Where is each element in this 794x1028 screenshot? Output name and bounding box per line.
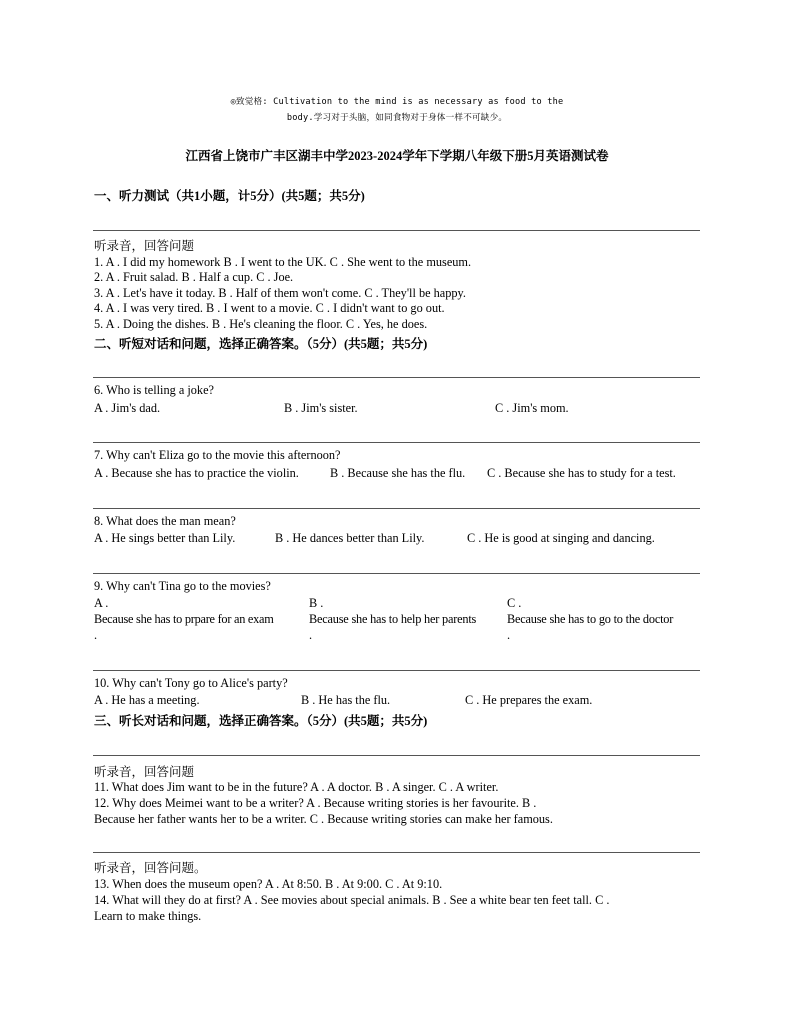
question-6-stem: 6. Who is telling a joke? [94,383,214,397]
divider [93,508,700,509]
section-1-prompt: 听录音，回答问题 [94,238,195,253]
question-9-option-c-end: . [507,628,511,642]
section-2-heading: 二、听短对话和问题，选择正确答案。（5分）(共5题；共5分) [94,337,428,351]
question-9-option-c-label: C . [507,596,522,610]
question-7-option-c: C . Because she has to study for a test. [487,466,676,480]
divider [93,573,700,574]
section-3-prompt-1: 听录音，回答问题 [94,764,195,779]
question-14-line-1: 14. What will they do at first? A . See movies about special animals. B . See a white bear ten feet tall. C . [94,893,610,907]
question-9-option-b-end: . [309,628,313,642]
question-7-option-a: A . Because she has to practice the violin. [94,466,299,480]
motto-line-2: body.学习对于头脑，如同食物对于身体一样不可缺少。 [286,113,508,123]
question-13: 13. When does the museum open? A . At 8:50. B . At 9:00. C . At 9:10. [94,877,443,891]
question-9-option-c: Because she has to go to the doctor [507,612,674,626]
question-8-option-b: B . He dances better than Lily. [275,531,425,545]
question-1: 1. A . I did my homework B . I went to the UK. C . She went to the museum. [94,255,472,269]
question-9-option-b-label: B . [309,596,324,610]
question-10-option-b: B . He has the flu. [301,693,391,707]
divider [93,377,700,378]
question-8-stem: 8. What does the man mean? [94,514,236,528]
divider [93,852,700,853]
question-4: 4. A . I was very tired. B . I went to a movie. C . I didn't want to go out. [94,301,445,315]
section-3-prompt-2: 听录音，回答问题。 [94,860,207,875]
section-1-heading: 一、听力测试（共1小题，计5分）(共5题；共5分) [94,189,365,203]
question-9-option-a-label: A . [94,596,109,610]
question-6-option-b: B . Jim's sister. [284,401,358,415]
question-6-option-a: A . Jim's dad. [94,401,161,415]
question-5: 5. A . Doing the dishes. B . He's cleaning the floor. C . Yes, he does. [94,317,428,331]
question-8-option-c: C . He is good at singing and dancing. [467,531,655,545]
question-12-line-1: 12. Why does Meimei want to be a writer? A . Because writing stories is her favourite. B . [94,796,537,810]
question-10-option-c: C . He prepares the exam. [465,693,593,707]
exam-title: 江西省上饶市广丰区湖丰中学2023-2024学年下学期八年级下册5月英语测试卷 [185,149,609,163]
question-10-stem: 10. Why can't Tony go to Alice's party? [94,676,288,690]
motto-line-1: ◎致觉格: Cultivation to the mind is as necessary as food to the [230,97,564,107]
question-9-option-a: Because she has to prpare for an exam [94,612,274,626]
question-9-stem: 9. Why can't Tina go to the movies? [94,579,271,593]
question-2: 2. A . Fruit salad. B . Half a cup. C . Joe. [94,270,294,284]
question-11: 11. What does Jim want to be in the future? A . A doctor. B . A singer. C . A writer. [94,780,499,794]
question-3: 3. A . Let's have it today. B . Half of them won't come. C . They'll be happy. [94,286,466,300]
divider [93,230,700,231]
question-8-option-a: A . He sings better than Lily. [94,531,236,545]
question-14-line-2: Learn to make things. [94,909,202,923]
question-12-line-2: Because her father wants her to be a writer. C . Because writing stories can make her famous. [94,812,553,826]
question-6-option-c: C . Jim's mom. [495,401,569,415]
section-3-heading: 三、听长对话和问题，选择正确答案。（5分）(共5题；共5分) [94,714,428,728]
question-9-option-a-end: . [94,628,98,642]
divider [93,755,700,756]
question-7-stem: 7. Why can't Eliza go to the movie this afternoon? [94,448,341,462]
question-7-option-b: B . Because she has the flu. [330,466,466,480]
divider [93,670,700,671]
question-10-option-a: A . He has a meeting. [94,693,200,707]
question-9-option-b: Because she has to help her parents [309,612,477,626]
divider [93,442,700,443]
